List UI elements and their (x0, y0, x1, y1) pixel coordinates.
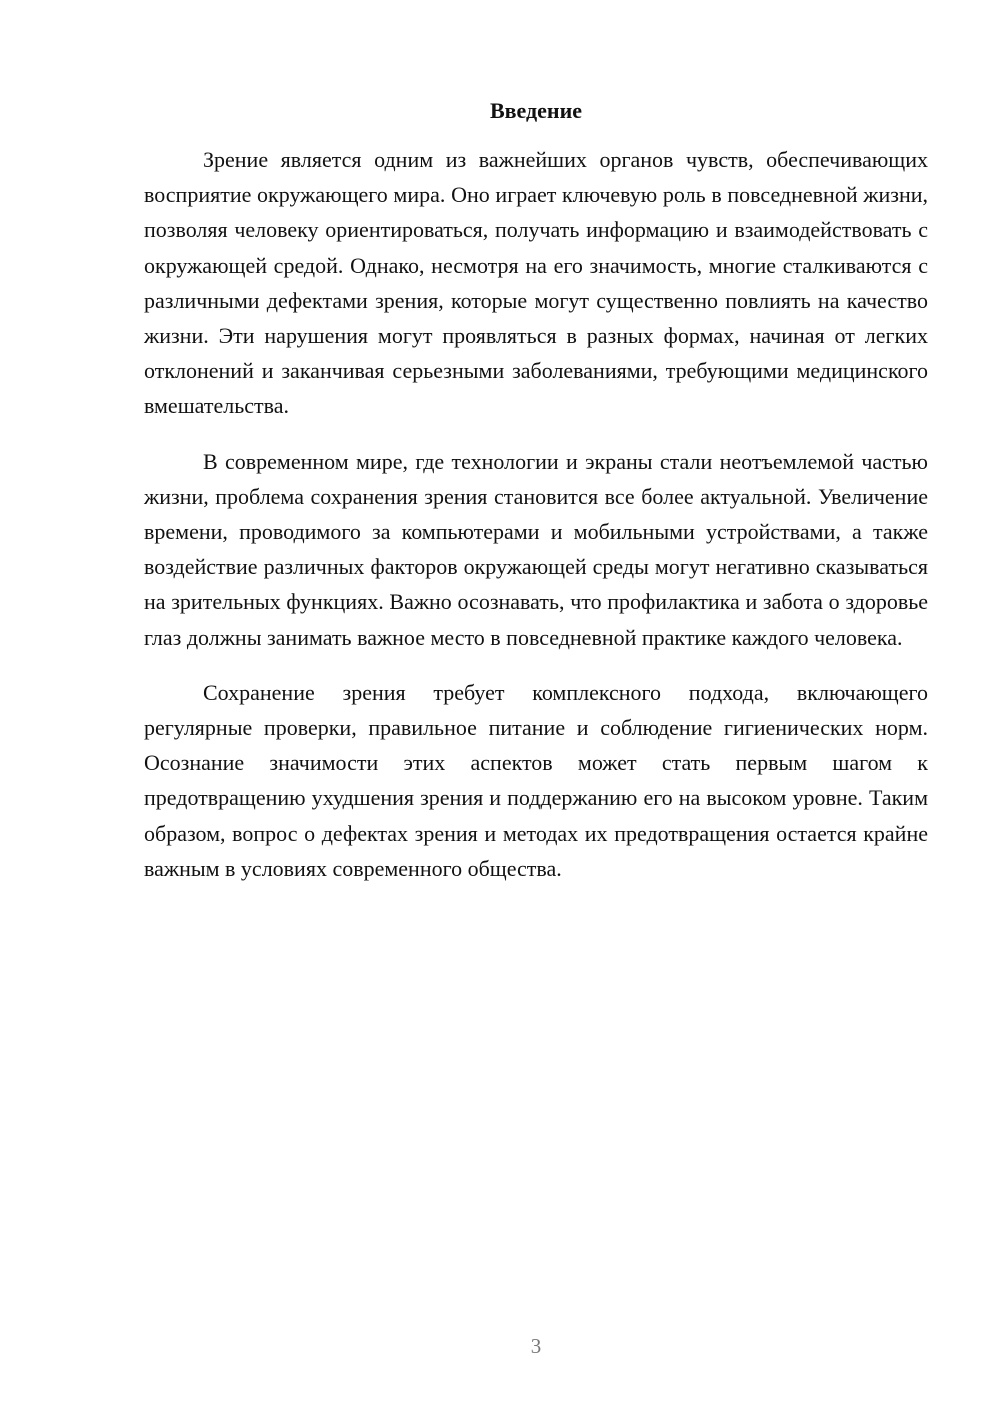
page-number: 3 (530, 1334, 542, 1358)
paragraph-1: Зрение является одним из важнейших органов чувств, обеспечивающих восприятие окружающего мира. Оно играет ключевую роль в повседневной жизни, позволяя человеку ориентироваться, получать информацию и взаимодействовать с окружающей средой. Однако, несмотря на его значимость, многие сталкиваются с различными дефектами зрения, которые могут существенно повлиять на качество жизни. Эти нарушения могут проявляться в разных формах, начиная от легких отклонений и заканчивая серьезными заболеваниями, требующими медицинского вмешательства. (144, 147, 928, 419)
paragraph-2: В современном мире, где технологии и экраны стали неотъемлемой частью жизни, проблема сохранения зрения становится все более актуальной. Увеличение времени, проводимого за компьютерами и мобильными устройствами, а также воздействие различных факторов окружающей среды могут негативно сказываться на зрительных функциях. Важно осознавать, что профилактика и забота о здоровье глаз должны занимать важное место в повседневной практике каждого человека. (144, 448, 928, 650)
paragraph-3: Сохранение зрения требует комплексного подхода, включающего регулярные проверки, правильное питание и соблюдение гигиенических норм. Осознание значимости этих аспектов может стать первым шагом к предотвращению ухудшения зрения и поддержанию его на высоком уровне. Таким образом, вопрос о дефектах зрения и методах их предотвращения остается крайне важным в условиях современного общества. (144, 679, 928, 881)
body-text (144, 142, 928, 906)
section-heading: Введение (489, 98, 583, 123)
